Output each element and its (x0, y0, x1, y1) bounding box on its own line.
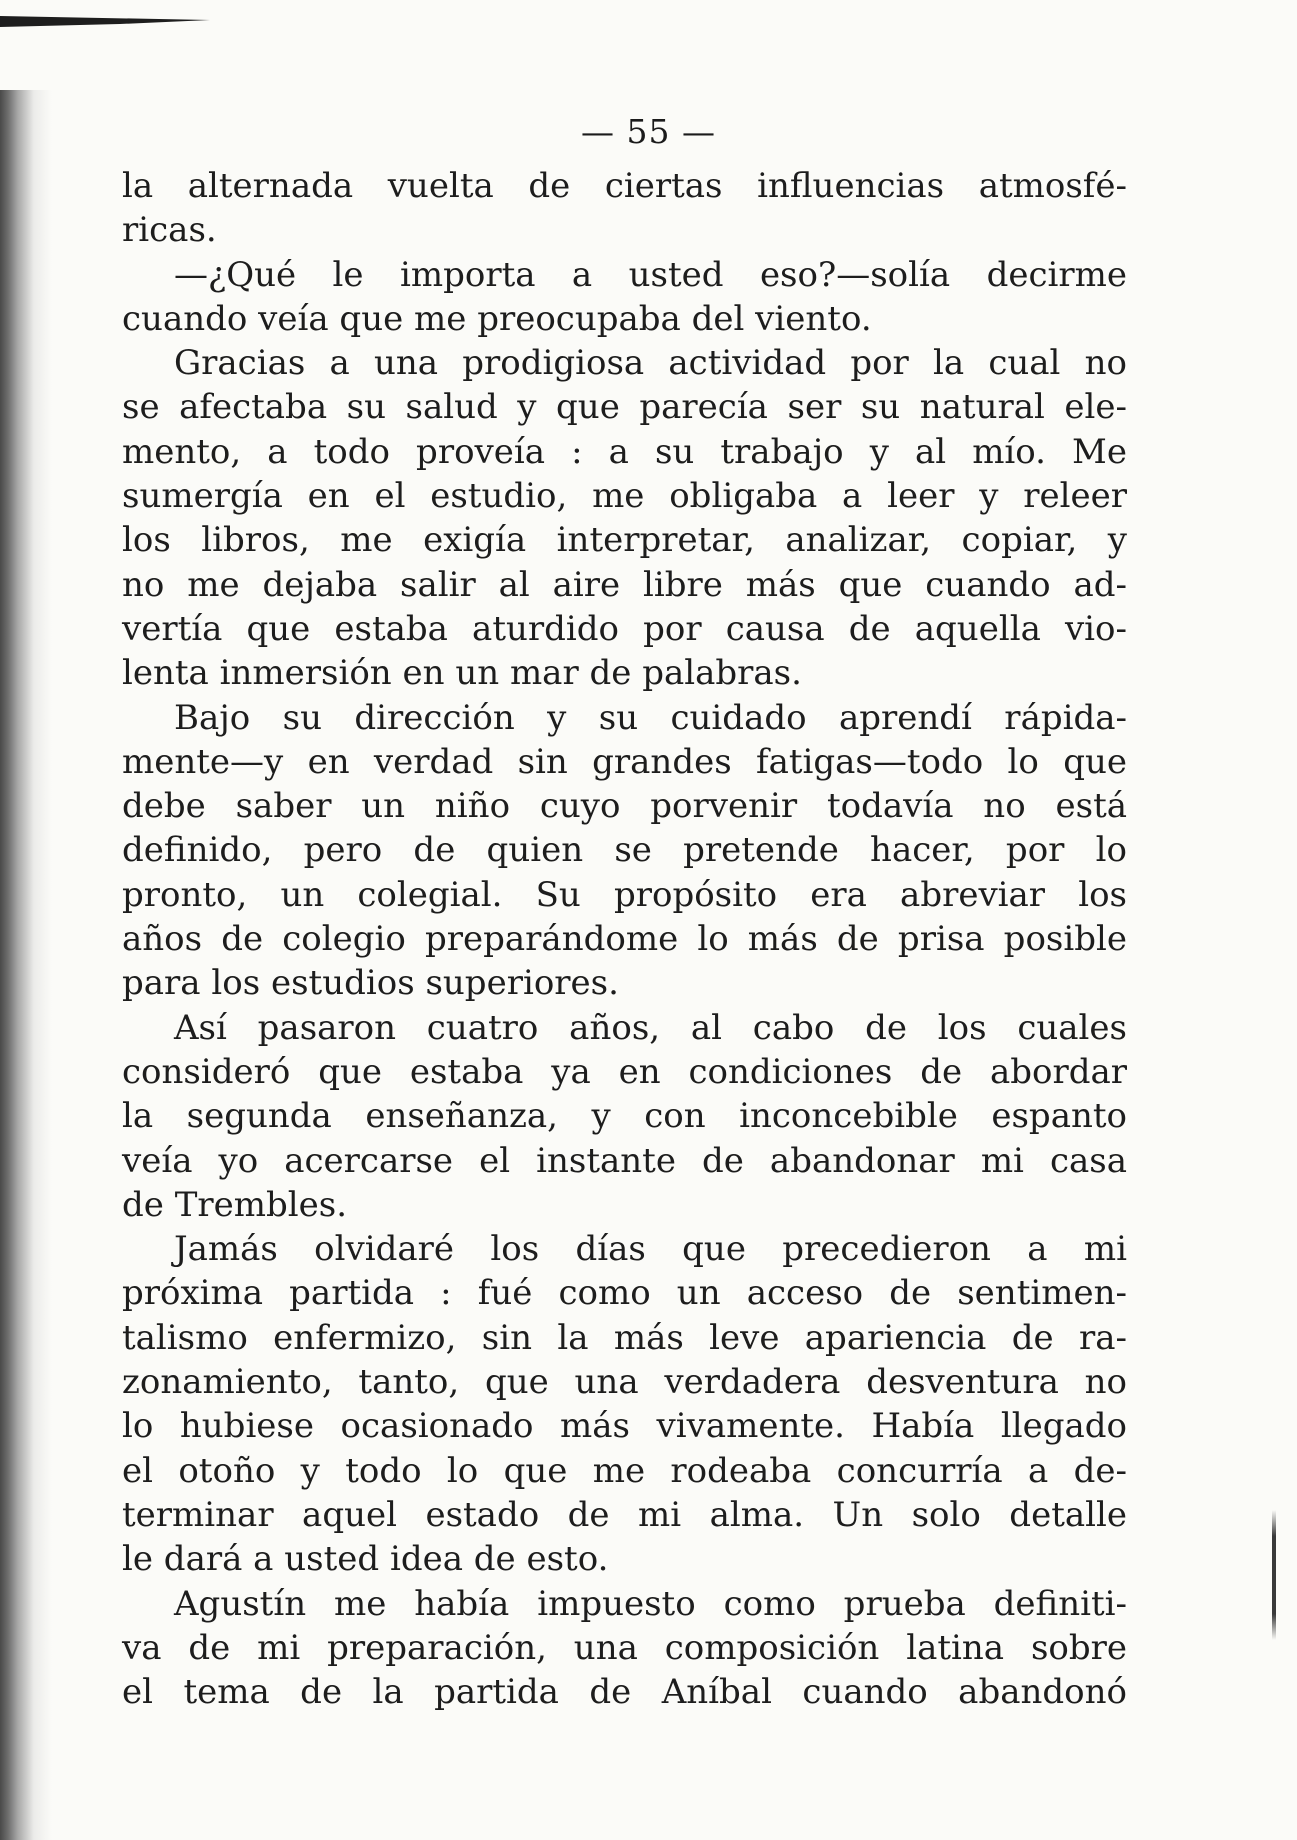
text-line: veía yo acercarse el instante de abandonar mi casa (122, 1140, 1127, 1181)
scan-edge-mark (1272, 1510, 1276, 1640)
text-line: sumergía en el estudio, me obligaba a leer y releer (122, 476, 1127, 517)
text-line: cuando veía que me preocupaba del viento. (122, 298, 872, 339)
text-line: el otoño y todo lo que me rodeaba concurría a de- (122, 1450, 1127, 1491)
page-number: — 55 — (581, 112, 716, 151)
text-line: Así pasaron cuatro años, al cabo de los cuales (174, 1007, 1127, 1048)
text-line: la segunda enseñanza, y con inconcebible espanto (122, 1096, 1127, 1137)
text-line: debe saber un niño cuyo porvenir todavía no está (122, 786, 1127, 827)
text-line: de Trembles. (122, 1184, 348, 1225)
text-line: consideró que estaba ya en condiciones de abordar (122, 1051, 1127, 1092)
scan-corner-mark (0, 14, 210, 28)
text-line: Jamás olvidaré los días que precedieron a mi (174, 1229, 1127, 1270)
text-line: pronto, un colegial. Su propósito era abreviar los (122, 874, 1127, 915)
scan-binding-shadow (0, 90, 52, 1840)
text-line: lo hubiese ocasionado más vivamente. Había llegado (122, 1406, 1127, 1447)
body-text (122, 164, 1127, 1714)
text-line: terminar aquel estado de mi alma. Un solo detalle (122, 1494, 1127, 1535)
text-line: años de colegio preparándome lo más de prisa posible (122, 919, 1127, 960)
text-line: la alternada vuelta de ciertas influencias atmosfé- (122, 166, 1127, 206)
text-line: vertía que estaba aturdido por causa de aquella vio- (122, 608, 1127, 649)
text-line: mente—y en verdad sin grandes fatigas—todo lo que (122, 741, 1127, 782)
text-line: Gracias a una prodigiosa actividad por la cual no (174, 343, 1127, 384)
text-line: talismo enfermizo, sin la más leve apariencia de ra- (122, 1317, 1127, 1358)
text-line: mento, a todo proveía : a su trabajo y al mío. Me (122, 431, 1127, 472)
text-line: no me dejaba salir al aire libre más que cuando ad- (122, 564, 1127, 605)
text-line: va de mi preparación, una composición latina sobre (122, 1627, 1127, 1668)
text-line: le dará a usted idea de esto. (122, 1539, 609, 1580)
text-line: zonamiento, tanto, que una verdadera desventura no (122, 1362, 1127, 1403)
text-line: Bajo su dirección y su cuidado aprendí rápida- (174, 697, 1127, 738)
text-line: próxima partida : fué como un acceso de sentimen- (122, 1273, 1127, 1314)
text-line: se afectaba su salud y que parecía ser su natural ele- (122, 387, 1127, 428)
text-line: los libros, me exigía interpretar, analizar, copiar, y (122, 520, 1127, 561)
text-line: —¿Qué le importa a usted eso?—solía decirme (174, 254, 1127, 295)
text-line: Agustín me había impuesto como prueba definiti- (174, 1583, 1127, 1624)
text-line: el tema de la partida de Aníbal cuando abandonó (122, 1672, 1127, 1713)
text-line: lenta inmersión en un mar de palabras. (122, 653, 802, 694)
text-line: para los estudios superiores. (122, 963, 619, 1004)
text-line: ricas. (122, 210, 217, 251)
text-line: definido, pero de quien se pretende hacer, por lo (122, 830, 1127, 871)
